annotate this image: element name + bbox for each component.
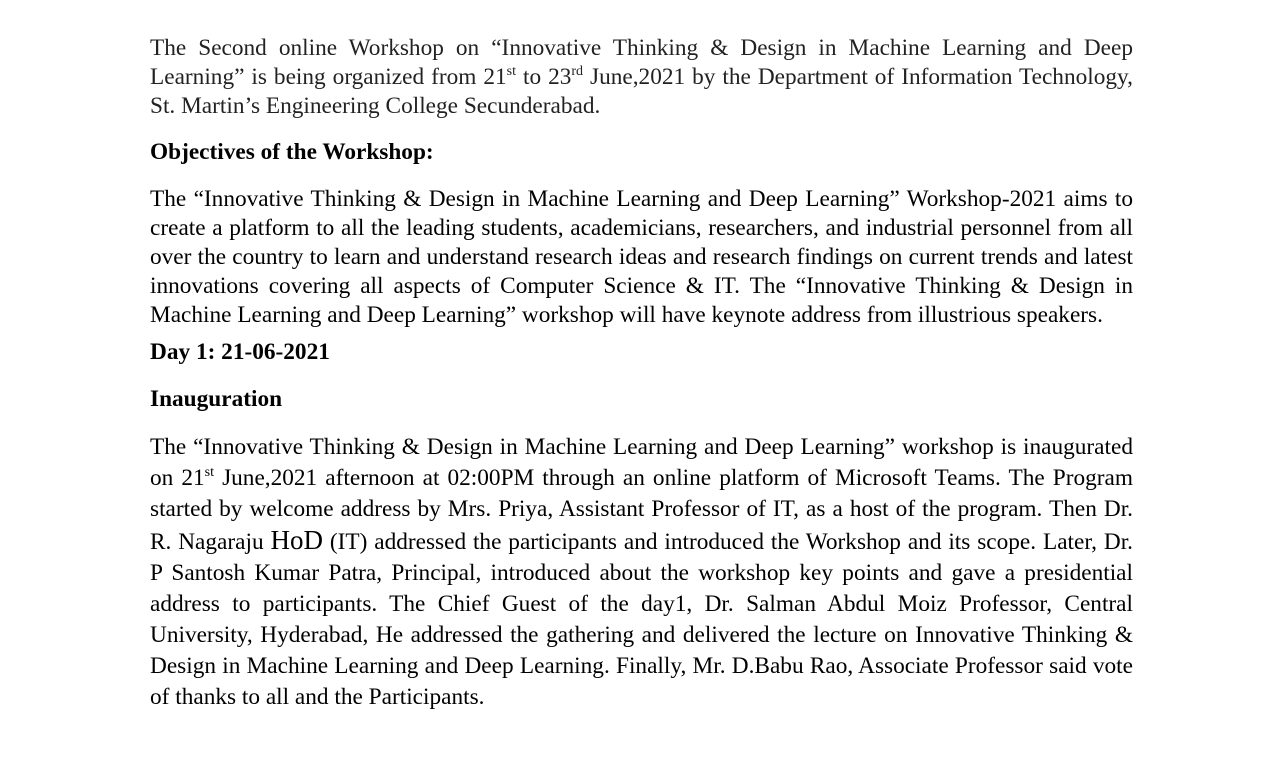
intro-text-part-2: to 23 [515,64,572,90]
inauguration-heading: Inauguration [150,386,283,412]
objectives-heading: Objectives of the Workshop: [150,139,434,165]
objectives-paragraph: The “Innovative Thinking & Design in Machine Learning and Deep Learning” Workshop-2021 aims to create a platform to all the leading students, academicians, researchers, and industrial personnel from all over the country to learn and understand research ideas and research findings on current trends and latest innovations covering all aspects of Computer Science & IT. The “Innovative Thinking & Design in Machine Learning and Deep Learning” workshop will have keynote address from illustrious speakers. [150,186,1133,328]
inauguration-text-part-3: (IT) addressed the participants and introduced the Workshop and its scope. Later, Dr. P Santosh Kumar Patra, Principal, introduced about the workshop key points and gave a presidential address to participants. The Chief Guest of the day1, Dr. Salman Abdul Moiz Professor, Central University, Hyderabad, He addressed the gathering and delivered the lecture on Innovative Thinking & Design in Machine Learning and Deep Learning. Finally, Mr. D.Babu Rao, Associate Professor said vote of thanks to all and the Participants. [150,529,1133,710]
day1-heading: Day 1: 21-06-2021 [150,339,330,365]
intro-paragraph [150,34,1133,121]
intro-text-part-1: The Second online Workshop on “Innovative Thinking & Design in Machine Learning and Deep Learning” is being organized from 21 [150,35,1133,90]
inauguration-paragraph [150,432,1133,713]
hod-abbreviation: HoD [270,525,323,555]
inauguration-text-part-1: The “Innovative Thinking & Design in Machine Learning and Deep Learning” workshop is inaugurated on 21 [150,434,1133,491]
intro-superscript-1: st [506,64,516,79]
inauguration-text-part-2: June,2021 afternoon at 02:00PM through an online platform of Microsoft Teams. The Program started by welcome address by Mrs. Priya, Assistant Professor of IT, as a host of the program. Then Dr. R. Nagaraju [150,465,1133,555]
document-page [150,34,1133,713]
intro-superscript-2: rd [571,64,584,79]
inauguration-superscript: st [204,465,215,480]
intro-text-part-3: June,2021 by the Department of Information Technology, St. Martin’s Engineering College Secunderabad. [150,64,1133,119]
